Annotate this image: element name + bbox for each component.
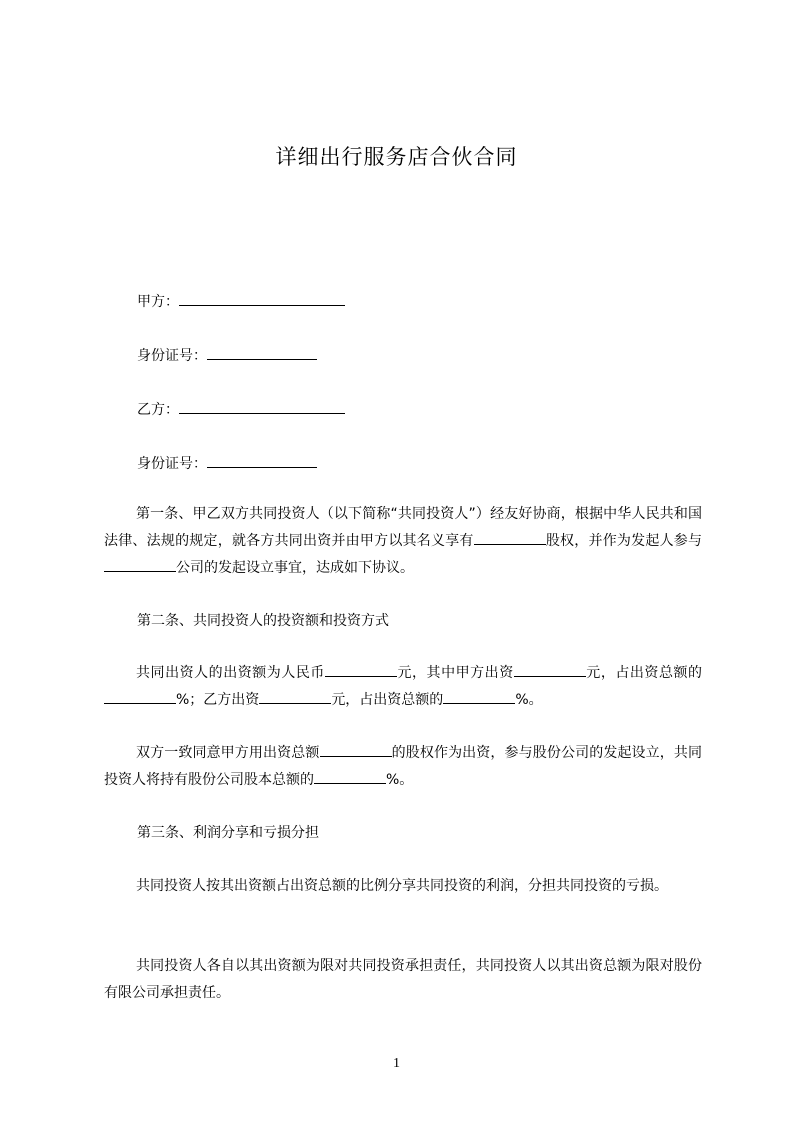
article-1-text: 公司的发起设立事宜，达成如下协议。 bbox=[176, 560, 414, 576]
article-2-paragraph-1 bbox=[104, 660, 702, 714]
share-percent-blank bbox=[314, 769, 386, 784]
party-b-percent-blank bbox=[443, 689, 515, 704]
article-2-paragraph-2 bbox=[104, 740, 702, 794]
document-title: 详细出行服务店合伙合同 bbox=[275, 145, 518, 169]
party-b-blank bbox=[179, 399, 345, 414]
article-2-text: 元，占出资总额的 bbox=[331, 692, 444, 708]
article-1-text: 股权，并作为发起人参与 bbox=[545, 533, 703, 549]
company-name-blank bbox=[104, 557, 176, 572]
article-2-text: 双方一致同意甲方用出资总额 bbox=[136, 745, 320, 761]
party-a-label: 甲方： bbox=[137, 294, 179, 310]
total-investment-blank bbox=[325, 662, 397, 677]
article-2-text: 元，占出资总额的 bbox=[585, 665, 703, 681]
party-b-id-blank bbox=[207, 453, 317, 468]
article-3-paragraph-2: 共同投资人各自以其出资额为限对共同投资承担责任，共同投资人以其出资总额为限对股份有限公司承担责任。 bbox=[104, 958, 702, 1001]
party-b-investment-blank bbox=[259, 689, 331, 704]
article-2-heading: 第二条、共同投资人的投资额和投资方式 bbox=[137, 613, 389, 629]
equity-amount-blank bbox=[320, 742, 392, 757]
article-2-text: %。 bbox=[515, 692, 543, 708]
page-number: 1 bbox=[393, 1056, 400, 1071]
party-b-id-label: 身份证号： bbox=[137, 456, 207, 472]
article-3-heading: 第三条、利润分享和亏损分担 bbox=[137, 825, 319, 841]
party-a-percent-blank bbox=[104, 689, 176, 704]
article-2-text: %。 bbox=[386, 772, 414, 788]
article-3-paragraph-1: 共同投资人按其出资额占出资总额的比例分享共同投资的利润，分担共同投资的亏损。 bbox=[136, 878, 668, 894]
party-a-field bbox=[137, 291, 345, 312]
party-a-id-field bbox=[137, 345, 317, 366]
article-1-text: 第一条、甲乙双方共同投资人（以下简称“共同投资人”）经友好协商，根据中华人民共和国法律、法规的规定，就各方共同出资并由甲方以其名义享有 bbox=[104, 506, 702, 549]
article-2-text: 共同出资人的出资额为人民币 bbox=[136, 665, 325, 681]
party-a-blank bbox=[179, 291, 345, 306]
article-2-text: %；乙方出资 bbox=[176, 692, 260, 708]
party-a-id-label: 身份证号： bbox=[137, 348, 207, 364]
party-b-label: 乙方： bbox=[137, 402, 179, 418]
equity-blank bbox=[474, 530, 546, 545]
party-a-id-blank bbox=[207, 345, 317, 360]
article-2-text: 元，其中甲方出资 bbox=[396, 665, 514, 681]
article-2-text: 的股权作为出资，参与股份公司的发起设立，共同投资人将持有股份公司股本总额的 bbox=[104, 745, 703, 788]
party-a-investment-blank bbox=[514, 662, 586, 677]
party-b-field bbox=[137, 399, 345, 420]
article-1-paragraph bbox=[104, 501, 702, 582]
party-b-id-field bbox=[137, 453, 317, 474]
